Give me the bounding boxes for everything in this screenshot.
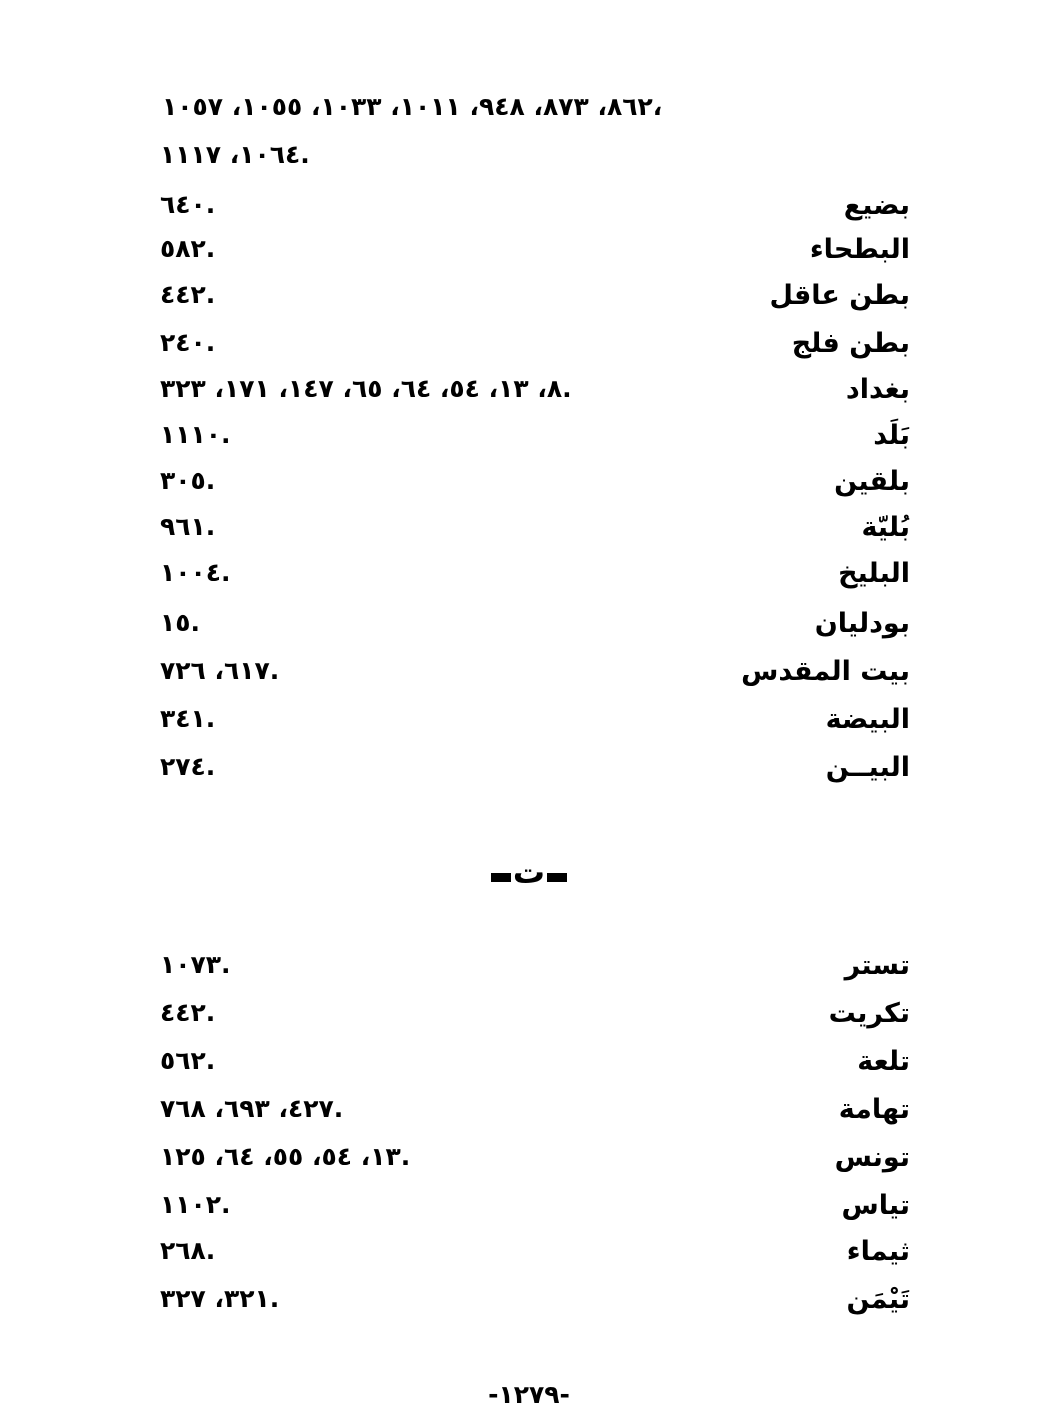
place-name: ثيماء [846, 1236, 910, 1267]
page-refs: ٦٤٠. [160, 190, 216, 219]
page-refs: ١١٠٢. [160, 1190, 231, 1219]
section-heading [0, 850, 1058, 894]
section-letter: ت [512, 853, 546, 891]
page-refs: ٩٦١. [160, 512, 216, 541]
page-refs: ٨، ١٣، ٥٤، ٦٤، ٦٥، ١٤٧، ١٧١، ٣٢٣. [160, 374, 572, 403]
place-name: بُليّة [861, 512, 910, 543]
page-refs: ٥٦٢. [160, 1046, 216, 1075]
index-entry [160, 1046, 910, 1090]
page-refs: ٦١٧، ٧٢٦. [160, 656, 280, 685]
place-name: بيت المقدس [741, 656, 910, 687]
page-refs: ٤٤٢. [160, 280, 216, 309]
page-refs: ٢٤٠. [160, 328, 216, 357]
index-entry [160, 656, 910, 700]
page-refs: ٤٤٢. [160, 998, 216, 1027]
place-name: بَلَد [873, 420, 910, 451]
index-entry [160, 328, 910, 372]
index-entry [160, 558, 910, 602]
page-refs: ١٠٦٤، ١١١٧. [160, 140, 310, 169]
place-name: البطحاء [809, 234, 910, 265]
page-refs: ٣٤١. [160, 704, 216, 733]
index-entry [160, 1190, 910, 1234]
page-refs: ٥٨٢. [160, 234, 216, 263]
place-name: تياس [841, 1190, 910, 1221]
page-refs: ٣٠٥. [160, 466, 216, 495]
heading-dash-icon [547, 873, 567, 882]
index-entry [160, 374, 910, 418]
place-name: البليخ [838, 558, 910, 589]
place-name: بلقين [834, 466, 910, 497]
page-refs: ٣٢١، ٣٢٧. [160, 1284, 280, 1313]
continuation-line [160, 92, 910, 136]
index-entry [160, 512, 910, 556]
page-refs: ١١١٠. [160, 420, 231, 449]
place-name: البيــن [825, 752, 910, 783]
page-number: -١٢٧٩- [488, 1380, 570, 1409]
index-entry [160, 704, 910, 748]
index-entry [160, 950, 910, 994]
place-name: تونس [834, 1142, 910, 1173]
place-name: بغداد [845, 374, 910, 405]
place-name: البيضة [825, 704, 910, 735]
place-name: تلعة [857, 1046, 910, 1077]
index-entry [160, 234, 910, 278]
page-refs: ٨٦٢، ٨٧٣، ٩٤٨، ١٠١١، ١٠٣٣، ١٠٥٥، ١٠٥٧، [162, 92, 663, 121]
index-entry [160, 466, 910, 510]
heading-dash-icon [491, 873, 511, 882]
place-name: بطن فلج [791, 328, 910, 359]
place-name: بطن عاقل [769, 280, 910, 311]
index-entry [160, 752, 910, 796]
page-refs: ٤٢٧، ٦٩٣، ٧٦٨. [160, 1094, 344, 1123]
place-name: بضيع [843, 190, 910, 221]
index-entry [160, 608, 910, 652]
page-refs: ١٠٧٣. [160, 950, 231, 979]
page-refs: ٢٧٤. [160, 752, 216, 781]
page-refs: ١٠٠٤. [160, 558, 231, 587]
index-entry [160, 1236, 910, 1280]
place-name: بودليان [814, 608, 910, 639]
place-name: تَيْمَن [846, 1284, 910, 1315]
place-name: تهامة [838, 1094, 910, 1125]
index-entry [160, 998, 910, 1042]
index-entry [160, 1142, 910, 1186]
index-entry [160, 1284, 910, 1328]
page-refs: ٢٦٨. [160, 1236, 216, 1265]
index-entry [160, 1094, 910, 1138]
index-entry [160, 280, 910, 324]
index-entry [160, 420, 910, 464]
page-refs: ١٥. [160, 608, 201, 637]
place-name: تكريت [828, 998, 910, 1029]
page-refs: ١٣، ٥٤، ٥٥، ٦٤، ١٢٥. [160, 1142, 411, 1171]
place-name: تستر [844, 950, 910, 981]
index-entry [160, 190, 910, 234]
continuation-line [160, 140, 910, 184]
